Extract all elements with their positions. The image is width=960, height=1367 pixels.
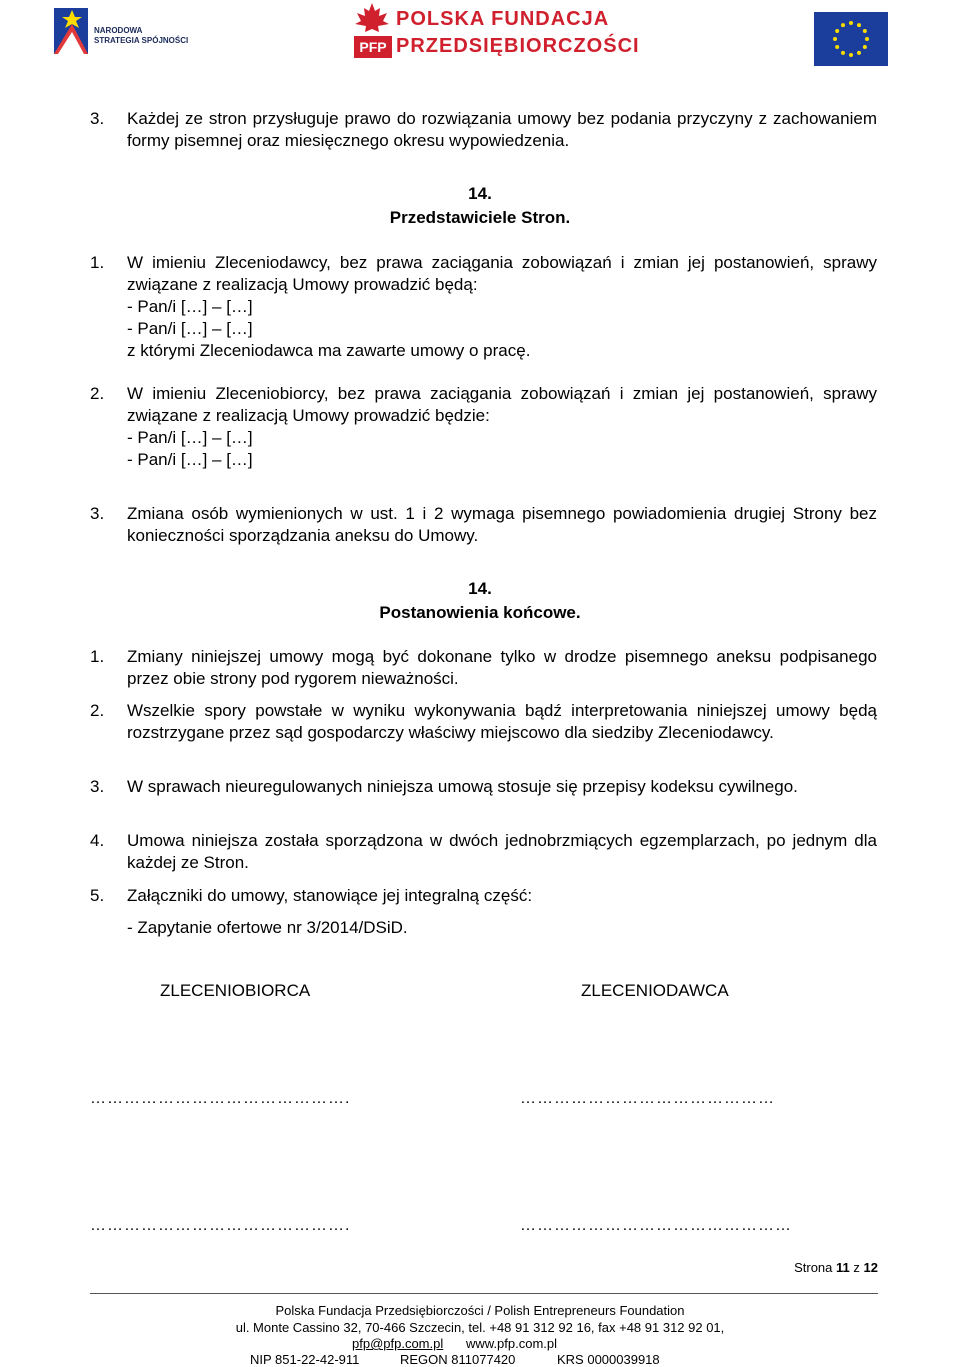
item-number: 3. [90,777,105,796]
footer-divider [90,1293,878,1294]
representative-line: - Pan/i […] – […] [127,450,253,469]
signature-line: ………………………………………… [520,1217,792,1234]
pfp-logo-line2: PRZEDSIĘBIORCZOŚCI [396,35,640,57]
attachment-line: - Zapytanie ofertowe nr 3/2014/DSiD. [127,918,408,937]
footer-krs: KRS 0000039918 [557,1352,660,1367]
item-text: Każdej ze stron przysługuje prawo do rozwiązania umowy bez podania przyczyny z zachowaniem formy pisemnej oraz miesięcznego okresu wypowiedzenia. [127,109,877,150]
section-number: 14. [468,184,492,203]
representative-line: - Pan/i […] – […] [127,428,253,447]
list-item [90,503,877,547]
list-item [90,646,877,690]
section-number: 14. [468,579,492,598]
item-number: 4. [90,831,105,850]
footer-address: ul. Monte Cassino 32, 70-466 Szczecin, tel. +48 91 312 92 16, fax +48 91 312 92 01, [235,1320,725,1335]
list-item [90,252,877,362]
item-number: 2. [90,384,105,403]
list-item [90,885,877,939]
item-text: Załączniki do umowy, stanowiące jej integralną część: [127,886,533,905]
signature-line: ……………………………………… [520,1090,775,1107]
item-number: 5. [90,886,105,905]
page-label: Strona [794,1260,833,1275]
list-item [90,830,877,874]
footer-www-link[interactable]: www.pfp.com.pl [466,1336,558,1351]
item-text: Zmiany niniejszej umowy mogą być dokonane tylko w drodze pisemnego aneksu podpisanego przez obie strony pod rygorem nieważności. [127,647,877,688]
pfp-logo [352,2,640,62]
page-total: 12 [863,1260,878,1275]
item-text: Wszelkie spory powstałe w wyniku wykonywania bądź interpretowania niniejszej umowy będą rozstrzygane przez sąd gospodarczy właściwy miejscowo dla siedziby Zleceniodawcy. [127,701,877,742]
item-number: 3. [90,109,105,128]
nss-logo-line1: NARODOWA [94,26,143,35]
page-of: z [853,1260,860,1275]
section-title: Przedstawiciele Stron. [389,208,571,227]
item-text: W imieniu Zleceniobiorcy, bez prawa zaciągania zobowiązań i zmian jej postanowień, sprawy związane z realizacją Umowy prowadzić będzie: [127,384,877,425]
item-number: 2. [90,701,105,720]
list-item [90,383,877,471]
signature-line: ………………………………………. [90,1217,351,1234]
item-text: Umowa niniejsza została sporządzona w dwóch jednobrzmiących egzemplarzach, po jednym dla każdej ze Stron. [127,831,877,872]
item-text: W sprawach nieuregulowanych niniejsza umową stosuje się przepisy kodeksu cywilnego. [127,777,798,796]
signature-label-contractor: ZLECENIOBIORCA [160,981,311,1000]
signature-label-client: ZLECENIODAWCA [581,981,729,1000]
list-item [90,700,877,744]
item-tail-text: z którymi Zleceniodawca ma zawarte umowy o pracę. [127,341,531,360]
signature-line: ………………………………………. [90,1090,351,1107]
section-title: Postanowienia końcowe. [379,603,581,622]
intro-item [90,108,877,152]
nss-logo [52,4,192,60]
pfp-abbr: PFP [354,36,392,58]
eu-flag-icon [814,12,888,66]
footer-nip: NIP 851-22-42-911 [250,1352,360,1367]
maple-leaf-icon [354,2,390,36]
page-number [794,1260,878,1275]
footer-regon: REGON 811077420 [400,1352,516,1367]
item-number: 1. [90,253,105,272]
list-item [90,776,877,798]
representative-line: - Pan/i […] – […] [127,319,253,338]
item-text: Zmiana osób wymienionych w ust. 1 i 2 wymaga pisemnego powiadomienia drugiej Strony bez konieczności sporządzania aneksu do Umowy. [127,504,877,545]
footer-email-link[interactable]: pfp@pfp.com.pl [352,1336,444,1351]
pfp-logo-line1: POLSKA FUNDACJA [396,8,610,30]
footer-org: Polska Fundacja Przedsiębiorczości / Polish Entrepreneurs Foundation [275,1303,685,1318]
item-text: W imieniu Zleceniodawcy, bez prawa zaciągania zobowiązań i zmian jej postanowień, sprawy związane z realizacją Umowy prowadzić będą: [127,253,877,294]
page-current: 11 [836,1260,850,1275]
nss-logo-icon [52,4,92,58]
nss-logo-line2: STRATEGIA SPÓJNOŚCI [94,36,189,45]
representative-line: - Pan/i […] – […] [127,297,253,316]
item-number: 1. [90,647,105,666]
item-number: 3. [90,504,105,523]
